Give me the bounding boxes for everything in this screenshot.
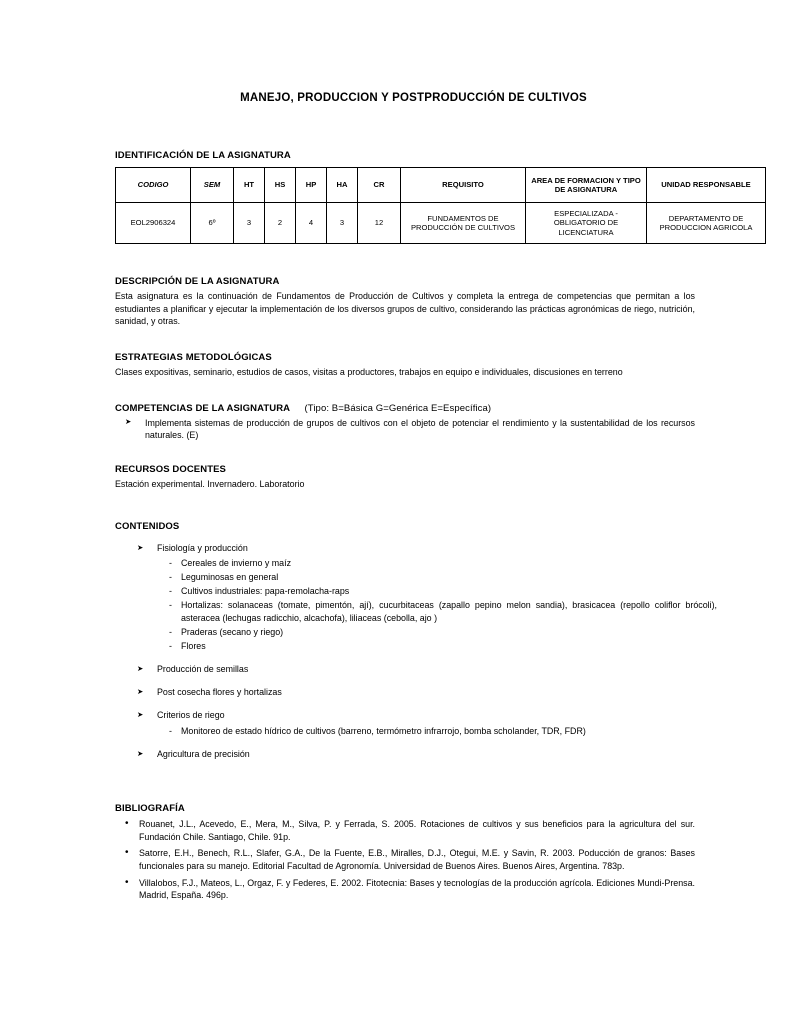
cell-ht: 3 bbox=[234, 203, 265, 244]
col-header-sem: SEM bbox=[191, 168, 234, 203]
competencias-heading-text: COMPETENCIAS DE LA ASIGNATURA bbox=[115, 402, 290, 414]
cell-requisito: FUNDAMENTOS DE PRODUCCIÓN DE CULTIVOS bbox=[401, 203, 526, 244]
list-item: - Cultivos industriales: papa-remolacha-raps bbox=[157, 585, 717, 598]
contenidos-item-label: Criterios de riego bbox=[157, 710, 225, 721]
page-title: MANEJO, PRODUCCION Y POSTPRODUCCIÓN DE CULTIVOS bbox=[240, 92, 587, 104]
section-contenidos bbox=[115, 521, 717, 761]
asignatura-table bbox=[115, 167, 766, 244]
col-header-hp: HP bbox=[296, 168, 327, 203]
section-heading-recursos: RECURSOS DOCENTES bbox=[115, 464, 226, 476]
contenidos-list bbox=[115, 542, 717, 761]
section-bibliografia bbox=[115, 803, 712, 902]
col-header-ha: HA bbox=[327, 168, 358, 203]
list-item bbox=[115, 663, 712, 676]
list-item: - Leguminosas en general bbox=[157, 571, 717, 584]
cell-ha: 3 bbox=[327, 203, 358, 244]
contenidos-item-label: Post cosecha flores y hortalizas bbox=[157, 687, 282, 698]
cell-cr: 12 bbox=[358, 203, 401, 244]
list-item bbox=[115, 542, 717, 653]
list-item: - Flores bbox=[157, 640, 717, 653]
list-item bbox=[115, 709, 712, 737]
section-heading-competencias bbox=[115, 403, 712, 414]
col-header-codigo: CODIGO bbox=[116, 168, 191, 203]
col-header-unidad: UNIDAD RESPONSABLE bbox=[647, 168, 766, 203]
estrategias-text: Clases expositivas, seminario, estudios de casos, visitas a productores, trabajos en equipo e individuales, discusiones en terreno bbox=[115, 366, 623, 377]
section-identificacion bbox=[115, 150, 753, 244]
section-estrategias bbox=[115, 352, 712, 379]
section-heading-identificacion: IDENTIFICACIÓN DE LA ASIGNATURA bbox=[115, 150, 291, 161]
descripcion-text: Esta asignatura es la continuación de Fundamentos de Producción de Cultivos y completa la entrega de competencias que permitan a los estudiantes a planificar y ejecutar la implementación de los diversos grupos de cultivo, considerando las prácticas agronómicas de riego, nutrición, sanidad, y otras. bbox=[115, 291, 695, 327]
table-row bbox=[116, 203, 766, 244]
contenidos-item-label: Producción de semillas bbox=[157, 663, 249, 674]
bibliografia-list bbox=[115, 818, 695, 902]
cell-sem: 6º bbox=[191, 203, 234, 244]
col-header-ht: HT bbox=[234, 168, 265, 203]
section-recursos bbox=[115, 464, 712, 491]
col-header-hs: HS bbox=[265, 168, 296, 203]
list-item: ➤ Implementa sistemas de producción de grupos de cultivos con el objeto de potenciar el rendimiento y la sustentabilidad de los recursos naturales. (E) bbox=[115, 417, 695, 443]
col-header-requisito: REQUISITO bbox=[401, 168, 526, 203]
cell-hs: 2 bbox=[265, 203, 296, 244]
section-heading-estrategias: ESTRATEGIAS METODOLÓGICAS bbox=[115, 351, 272, 363]
contenidos-item-label: Fisiología y producción bbox=[157, 543, 248, 554]
col-header-area: AREA DE FORMACION Y TIPO DE ASIGNATURA bbox=[526, 168, 647, 203]
list-item: - Praderas (secano y riego) bbox=[157, 626, 717, 639]
section-descripcion bbox=[115, 276, 712, 328]
competencias-list bbox=[115, 417, 695, 443]
competencias-heading-note: (Tipo: B=Básica G=Genérica E=Específica) bbox=[304, 402, 492, 414]
list-item: • Rouanet, J.L., Acevedo, E., Mera, M., Silva, P. y Ferrada, S. 2005. Rotaciones de cultivos y sus beneficios para la agricultura del sur. Fundación Chile. Santiago, Chile. 91p. bbox=[115, 818, 695, 843]
list-item: - Cereales de invierno y maíz bbox=[157, 557, 717, 570]
section-heading-descripcion: DESCRIPCIÓN DE LA ASIGNATURA bbox=[115, 276, 280, 287]
cell-hp: 4 bbox=[296, 203, 327, 244]
contenidos-sublist bbox=[157, 557, 717, 652]
list-item: • Villalobos, F.J., Mateos, L., Orgaz, F. y Federes, E. 2002. Fitotecnia: Bases y tecnologías de la producción agrícola. Ediciones Mundi-Prensa. Madrid, España. 496p. bbox=[115, 877, 695, 902]
list-item: - Hortalizas: solanaceas (tomate, pimentón, ají), cucurbitaceas (zapallo pepino melon sandia), brasicacea (repollo coliflor brócoli), asteracea (lechugas radicchio, alcachofa), liliaceas (cebolla, ajo ) bbox=[157, 599, 717, 625]
col-header-cr: CR bbox=[358, 168, 401, 203]
table-header-row bbox=[116, 168, 766, 203]
list-item bbox=[115, 748, 712, 761]
contenidos-item-label: Agricultura de precisión bbox=[157, 748, 250, 759]
cell-unidad: DEPARTAMENTO DE PRODUCCION AGRICOLA bbox=[647, 203, 766, 244]
section-heading-contenidos: CONTENIDOS bbox=[115, 521, 180, 533]
contenidos-sublist bbox=[157, 725, 717, 738]
section-competencias bbox=[115, 403, 712, 443]
list-item: - Monitoreo de estado hídrico de cultivos (barreno, termómetro infrarrojo, bomba scholander, TDR, FDR) bbox=[157, 725, 717, 738]
list-item: • Satorre, E.H., Benech, R.L., Slafer, G.A., De la Fuente, E.B., Miralles, D.J., Otegui, M.E. y Savin, R. 2003. Poducción de granos: Bases funcionales para su manejo. Editorial Facultad de Agronomía. Universidad de Buenos Aires. Buenos Aires, Argentina. 783p. bbox=[115, 847, 695, 872]
section-heading-bibliografia: BIBLIOGRAFÍA bbox=[115, 803, 185, 815]
list-item bbox=[115, 686, 712, 699]
cell-area: ESPECIALIZADA - OBLIGATORIO DE LICENCIATURA bbox=[526, 203, 647, 244]
recursos-text: Estación experimental. Invernadero. Laboratorio bbox=[115, 479, 305, 490]
cell-codigo: EOL2906324 bbox=[116, 203, 191, 244]
